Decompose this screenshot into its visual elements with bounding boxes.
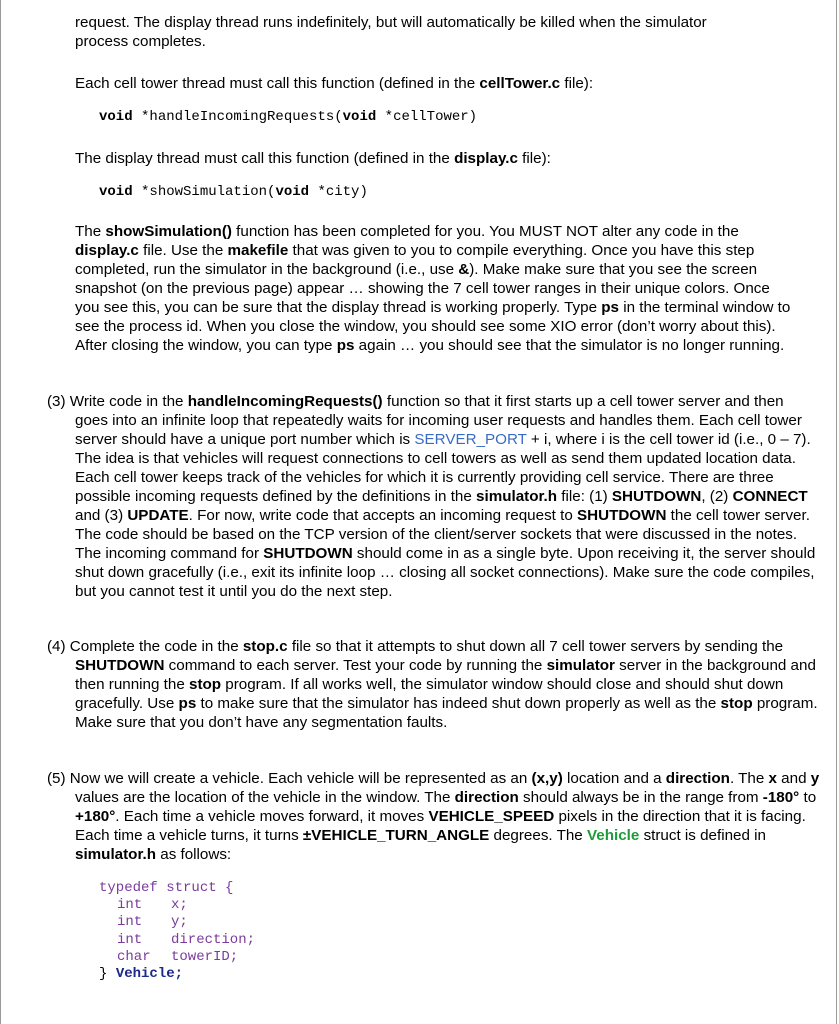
list-item-step-3: (3) Write code in the handleIncomingRequests() function so that it first starts up a cell tower server and then goes into an infinite loop that repeatedly waits for incoming user requests and handles them. Each cell tower server should have a unique port number which is SERVER_PORT + i, where i is the cell tower id (i.e., 0 – 7). The idea is that vehicles will request connections to cell towers as well as send them updated location data. Each cell tower keeps track of the vehicles for which it is currently providing cell service. There are three possible incoming requests defined by the definitions in the simulator.h file: (1) SHUTDOWN, (2) CONNECT and (3) UPDATE. For now, write code that accepts an incoming request to SHUTDOWN the cell tower server. The code should be based on the TCP version of the client/server sockets that were discussed in the notes. The incoming command for SHUTDOWN should come in as a single byte. Upon receiving it, the server should shut down gracefully (i.e., exit its infinite loop … closing all socket connections). Make sure the code compiles, but you cannot test it until you do the next step. [47, 393, 816, 600]
list-item-step-5: (5) Now we will create a vehicle. Each vehicle will be represented as an (x,y) location and a direction. The x and y values are the location of the vehicle in the window. The direction should always be in the range from -180° to +180°. Each time a vehicle moves forward, it moves VEHICLE_SPEED pixels in the direction that it is facing. Each time a vehicle turns, it turns ±VEHICLE_TURN_ANGLE degrees. The Vehicle struct is defined in simulator.h as follows: [47, 770, 820, 863]
struct-header: typedef struct { [99, 880, 234, 896]
struct-close: } Vehicle; [99, 966, 184, 983]
struct-field: int x; [117, 897, 188, 914]
vehicle-struct-code [99, 880, 255, 983]
paragraph-display-thread: request. The display thread runs indefinitely, but will automatically be killed when the simulator process completes. [75, 14, 707, 50]
struct-field: char towerID; [117, 948, 239, 965]
struct-field: int direction; [117, 931, 256, 948]
paragraph-display-function: The display thread must call this function (defined in the display.c file): [75, 150, 551, 167]
struct-field: int y; [117, 914, 188, 931]
code-handle-incoming-requests: void *handleIncomingRequests(void *cellTower) [99, 109, 478, 125]
list-item-step-4: (4) Complete the code in the stop.c file so that it attempts to shut down all 7 cell tower servers by sending the SHUTDOWN command to each server. Test your code by running the simulator server in the background and then running the stop program. If all works well, the simulator window should close and should shut down gracefully. Use ps to make sure that the simulator has indeed shut down properly as well as the stop program. Make sure that you don’t have any segmentation faults. [47, 638, 818, 731]
paragraph-cell-tower-function: Each cell tower thread must call this function (defined in the cellTower.c file): [75, 75, 594, 92]
paragraph-show-simulation: The showSimulation() function has been completed for you. You MUST NOT alter any code in the display.c file. Use the makefile that was given to you to compile everything. Once you have this step completed, run the simulator in the background (i.e., use &). Make make sure that you see the screen snapshot (on the previous page) appear … showing the 7 cell tower ranges in their unique colors. Once you see this, you can be sure that the display thread is working properly. Type ps in the terminal window to see the process id. When you close the window, you should see some XIO error (don’t worry about this). After closing the window, you can type ps again … you should see that the simulator is no longer running. [75, 223, 791, 354]
code-show-simulation: void *showSimulation(void *city) [99, 184, 368, 200]
